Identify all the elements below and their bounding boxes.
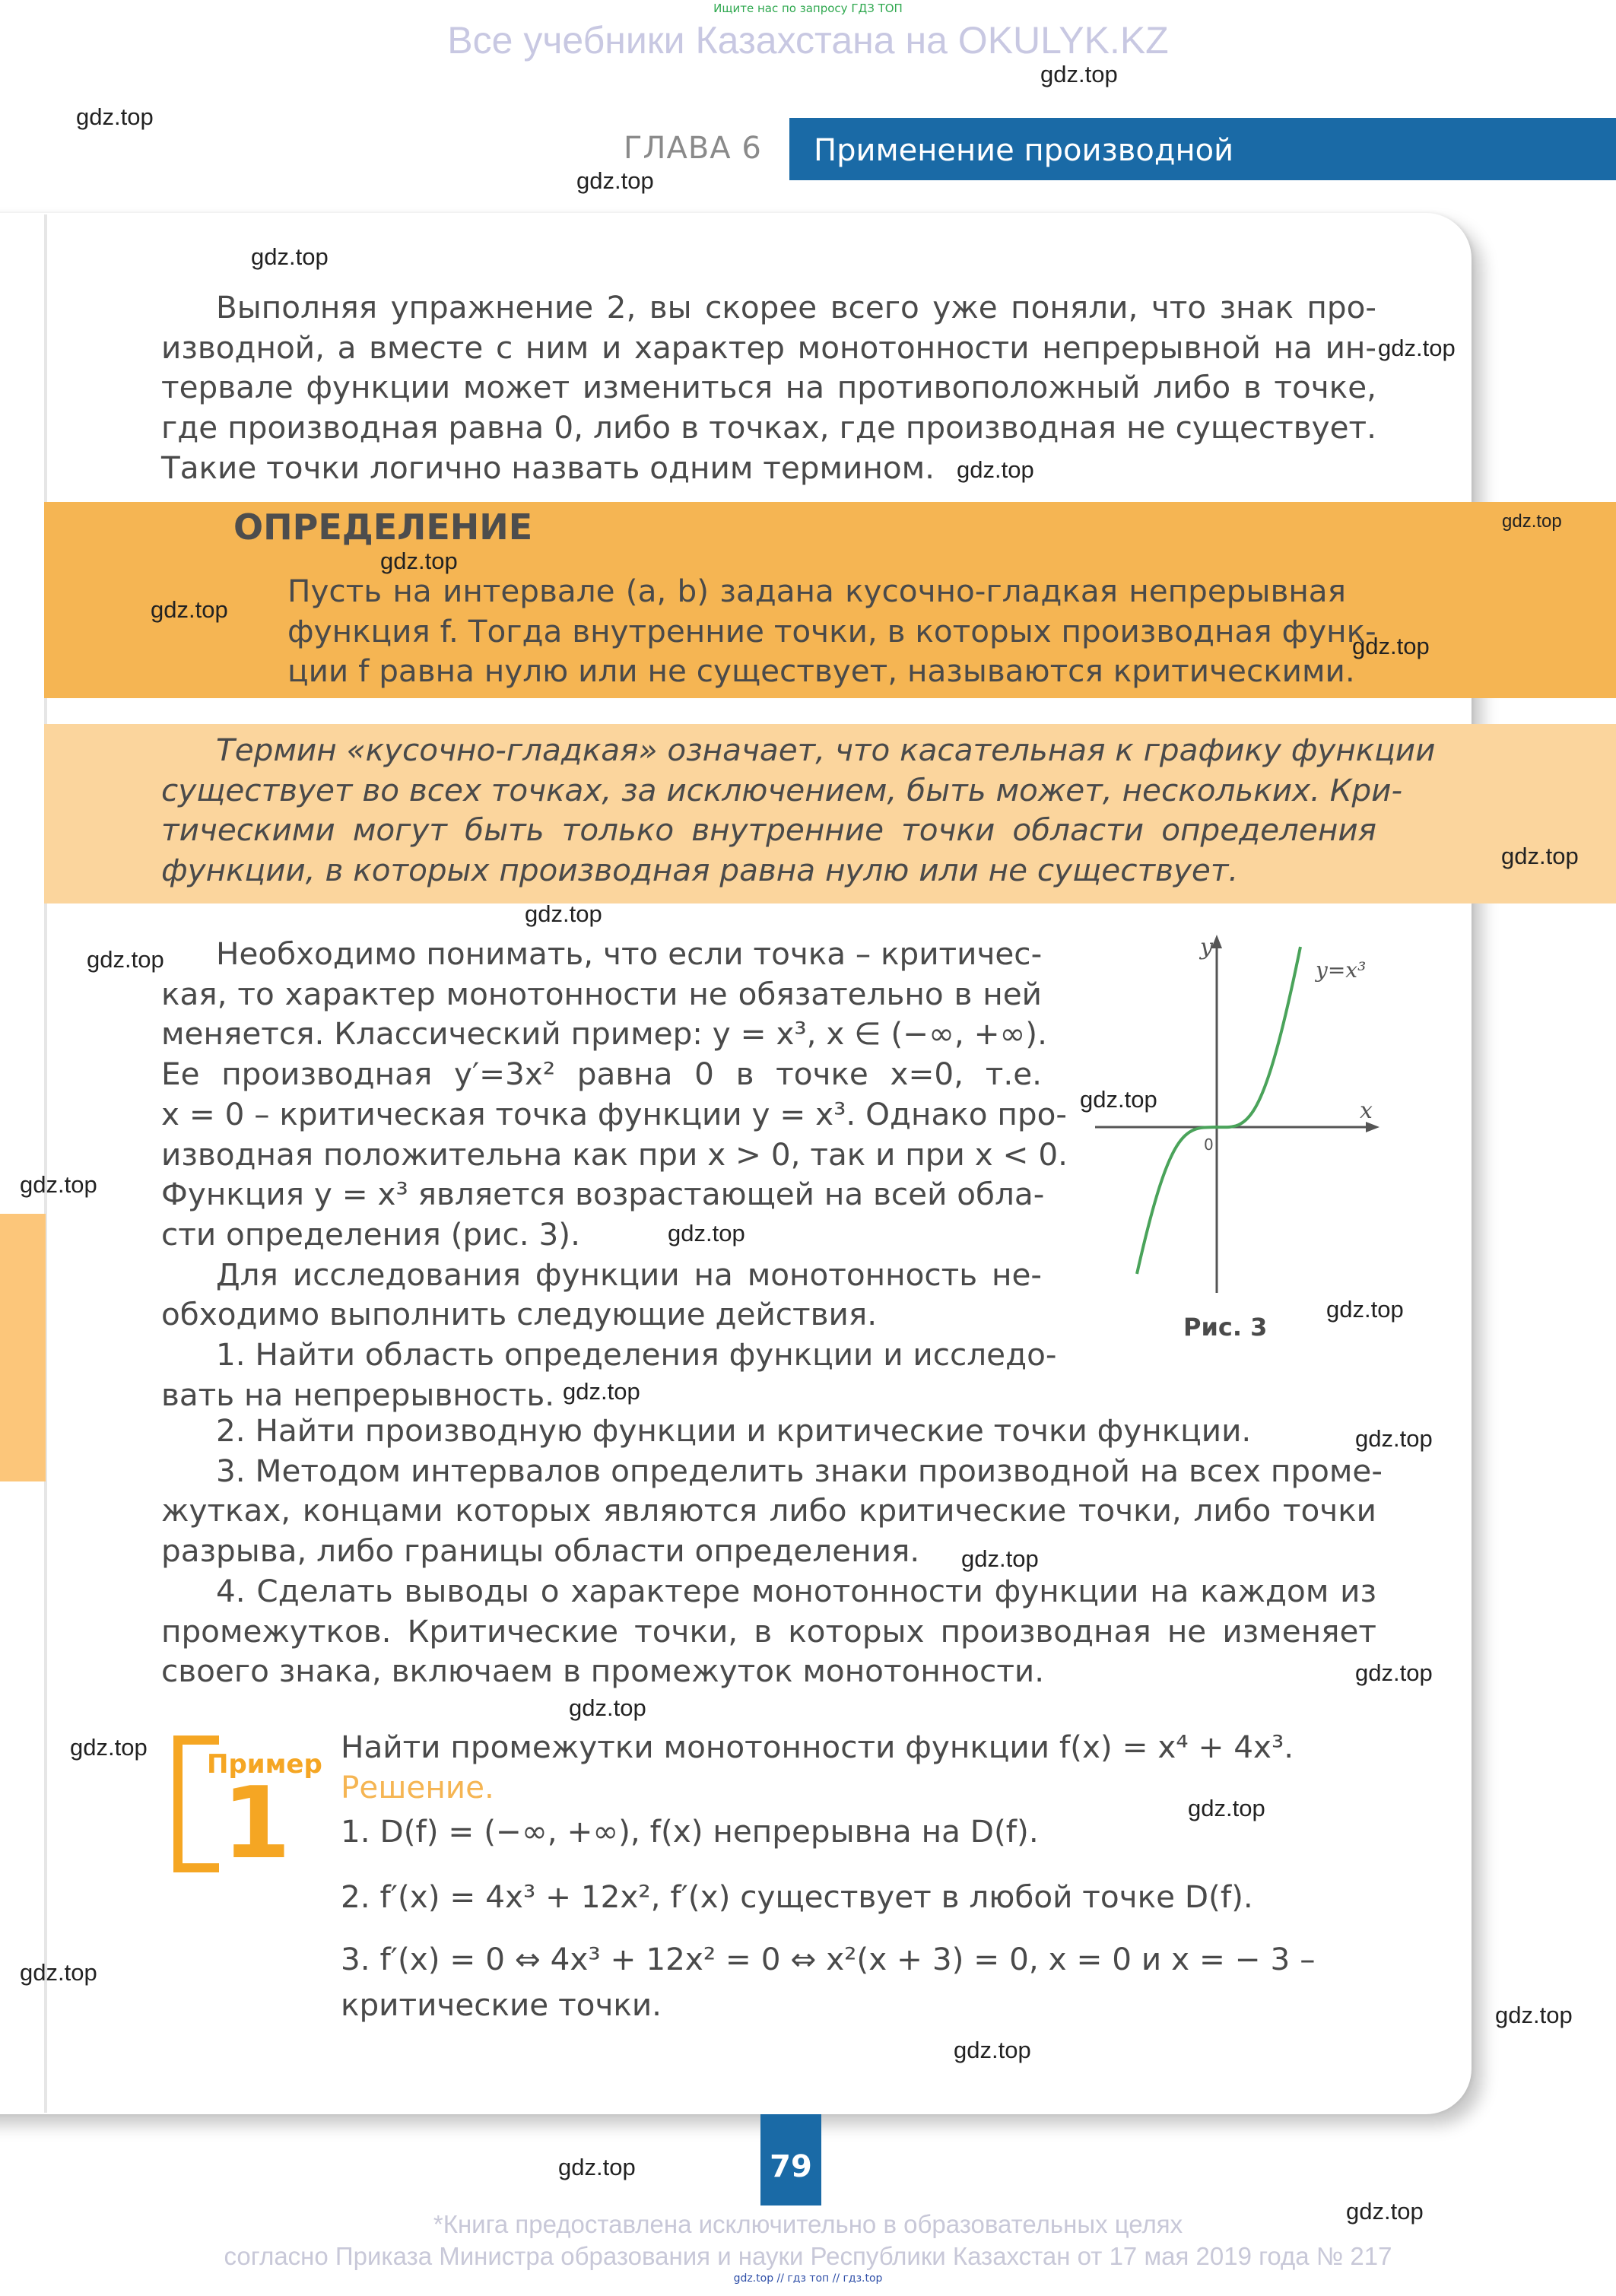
solution-step-1: 1. D(f) = (−∞, +∞), f(x) непрерывна на D(f). [341, 1813, 1039, 1850]
footer-line-2: согласно Приказа Министра образования и науки Республики Казахстан от 17 мая 2019 года № 217 [224, 2242, 1392, 2270]
watermark: gdz.top [558, 2154, 636, 2180]
intro-paragraph [161, 287, 1376, 488]
step-line: промежутков. Критические точки, в которых производная не изменяет [161, 1612, 1376, 1650]
steps-paragraph [161, 1411, 1383, 1691]
chapter-bar [789, 118, 1616, 180]
example-task: Найти промежутки монотонности функции f(x) = x⁴ + 4x³. [341, 1729, 1294, 1765]
bottom-note: gdz.top // гдз топ // гдз.top [733, 2272, 883, 2285]
body-line: сти определения (рис. 3). [161, 1215, 580, 1253]
watermark: gdz.top [1502, 511, 1562, 532]
step-line: 4. Сделать выводы о характере монотонности функции на каждом из [216, 1572, 1376, 1609]
watermark: gdz.top [1080, 1086, 1157, 1113]
solution-step-3-cont: критические точки. [341, 1986, 662, 2023]
figure-caption: Рис. 3 [1183, 1313, 1268, 1342]
solution-step-2: 2. f′(x) = 4x³ + 12x², f′(x) существует в любой точке D(f). [341, 1878, 1253, 1915]
watermark: gdz.top [76, 103, 154, 130]
body-line: Ее производная y′=3x² равна 0 в точке x=0, т.е. [161, 1056, 1042, 1093]
watermark: gdz.top [1495, 2002, 1573, 2028]
intro-line: Такие точки логично назвать одним термином. [161, 449, 935, 486]
body-line: меняется. Классический пример: y = x³, x ∈ (−∞, +∞). [161, 1015, 1047, 1053]
page-number: 79 [770, 2149, 812, 2184]
watermark: gdz.top [20, 1171, 97, 1198]
watermark: gdz.top [87, 946, 164, 973]
note-line: тическими могут быть только внутренние точки области определения [161, 811, 1376, 849]
watermark: gdz.top [954, 2037, 1031, 2063]
watermark: gdz.top [1501, 843, 1579, 869]
body-line: изводная положительна как при x > 0, так и при x < 0. [161, 1135, 1068, 1173]
step-line: жутках, концами которых являются либо критические точки, либо точки [161, 1492, 1376, 1529]
body-line: Для исследования функции на монотонность не- [216, 1256, 1042, 1293]
note-text [161, 730, 1436, 891]
watermark: gdz.top [1188, 1795, 1265, 1821]
card-edge [44, 214, 47, 2113]
step-line: разрыва, либо границы области определения. [161, 1532, 920, 1570]
body-line: 1. Найти область определения функции и исследо- [216, 1336, 1057, 1373]
definition-line: Пусть на интервале (a, b) задана кусочно-гладкая непрерывная [287, 573, 1346, 609]
x-axis-label: x [1360, 1097, 1373, 1124]
watermark: gdz.top [1355, 1425, 1433, 1452]
chapter-label: ГЛАВА 6 [624, 131, 762, 166]
top-note: Ищите нас по запросу ГДЗ ТОП [713, 2, 903, 15]
watermark: gdz.top [569, 1694, 646, 1721]
watermark: gdz.top [525, 900, 602, 927]
watermark: gdz.top [251, 243, 329, 270]
watermark: gdz.top [576, 167, 654, 194]
watermark: gdz.top [1355, 1659, 1433, 1686]
watermark: gdz.top [1326, 1296, 1404, 1323]
intro-line: Выполняя упражнение 2, вы скорее всего уже поняли, что знак про- [216, 289, 1376, 326]
watermark: gdz.top [151, 596, 228, 623]
definition-text [287, 571, 1376, 691]
intro-line: тервале функции может измениться на противоположный либо в точке, [161, 369, 1376, 406]
cubic-graph [1065, 932, 1392, 1319]
y-axis-label: y [1200, 934, 1213, 961]
watermark: gdz.top [1040, 61, 1118, 87]
body-left [161, 934, 1068, 1415]
watermark: gdz.top [1352, 633, 1430, 659]
step-line: 3. Методом интервалов определить знаки производной на всех проме- [216, 1452, 1383, 1489]
curve-y-x3 [1137, 947, 1300, 1274]
origin-label: 0 [1204, 1135, 1214, 1154]
watermark: gdz.top [1378, 335, 1456, 361]
definition-title: ОПРЕДЕЛЕНИЕ [233, 507, 533, 548]
body-line: обходимо выполнить следующие действия. [161, 1296, 878, 1333]
y-axis-arrow [1211, 935, 1222, 948]
note-line: существует во всех точках, за исключением, быть может, нескольких. Кри- [161, 771, 1403, 808]
body-line: вать на непрерывность. [161, 1376, 555, 1413]
definition-line: ции f равна нулю или не существует, называются критическими. [287, 653, 1355, 690]
intro-line: изводной, а вместе с ним и характер монотонности непрерывной на ин- [161, 329, 1376, 366]
example-label: Пример [207, 1749, 322, 1780]
watermark: gdz.top [20, 1959, 97, 1986]
note-line: функции, в которых производная равна нулю или не существует. [161, 852, 1239, 889]
curve-label: y=x³ [1316, 957, 1367, 983]
step-line: своего знака, включаем в промежуток монотонности. [161, 1653, 1045, 1690]
watermark: gdz.top [70, 1734, 148, 1761]
watermark: gdz.top [957, 456, 1034, 483]
body-line: кая, то характер монотонности не обязательно в ней [161, 975, 1042, 1012]
solution-label: Решение. [341, 1769, 494, 1805]
watermark: gdz.top [1346, 2198, 1424, 2225]
solution-step-3: 3. f′(x) = 0 ⇔ 4x³ + 12x² = 0 ⇔ x²(x + 3) = 0, x = 0 и x = − 3 – [341, 1941, 1316, 1977]
watermark: gdz.top [380, 548, 458, 574]
definition-line: функция f. Тогда внутренние точки, в которых производная функ- [287, 612, 1376, 649]
chapter-title: Применение производной [814, 133, 1234, 168]
body-line: x = 0 – критическая точка функции y = x³. Однако про- [161, 1095, 1067, 1132]
body-line: Функция y = x³ является возрастающей на всей обла- [161, 1176, 1045, 1213]
watermark: gdz.top [668, 1220, 745, 1246]
watermark: gdz.top [961, 1545, 1039, 1572]
footer-line-1: *Книга предоставлена исключительно в образовательных целях [433, 2210, 1183, 2238]
step-line: 2. Найти производную функции и критические точки функции. [216, 1412, 1252, 1449]
body-line: Необходимо понимать, что если точка – критичес- [216, 935, 1043, 972]
side-strip [0, 1214, 46, 1481]
example-number: 1 [222, 1765, 291, 1881]
intro-line: где производная равна 0, либо в точках, где производная не существует. [161, 409, 1376, 446]
note-line: Термин «кусочно-гладкая» означает, что касательная к графику функции [216, 732, 1436, 768]
site-title: Все учебники Казахстана на OKULYK.KZ [447, 19, 1169, 62]
watermark: gdz.top [563, 1378, 640, 1405]
